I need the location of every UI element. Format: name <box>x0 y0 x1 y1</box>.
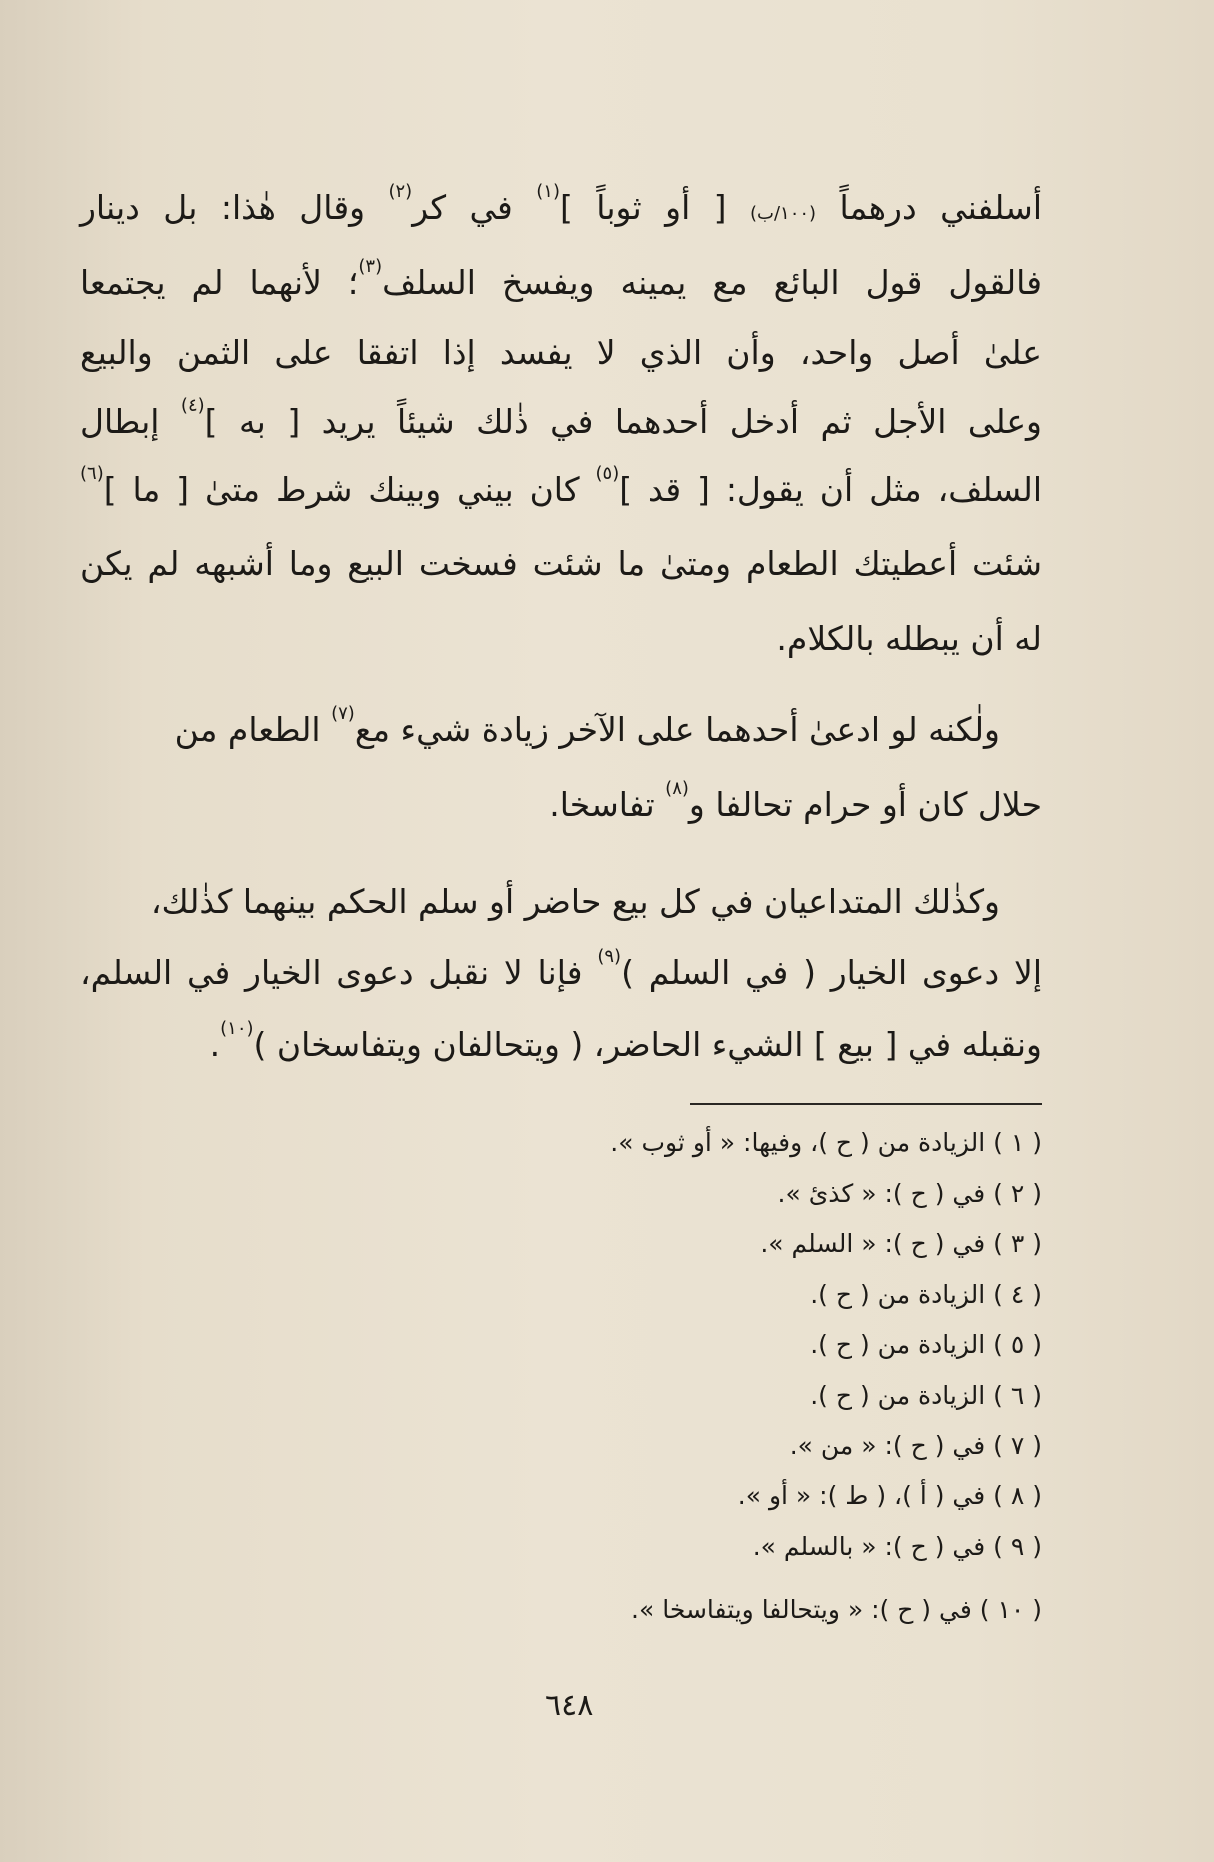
text-line <box>80 331 1042 375</box>
text-segment: وعلى الأجل ثم أدخل أحدهما في ذٰلك شيئاً يريد [ به ] <box>204 402 1042 441</box>
text-line <box>80 946 1042 995</box>
footnote-marker: (٣) <box>358 256 383 277</box>
footnote: ( ٦ ) الزيادة من ( ح ). <box>810 1381 1042 1410</box>
text-segment: وقال هٰذا: بل دينار <box>80 188 389 227</box>
text-line <box>776 617 1042 661</box>
text-segment: . <box>209 1025 221 1064</box>
text-line <box>549 778 1042 827</box>
footnote: ( ٥ ) الزيادة من ( ح ). <box>810 1330 1042 1359</box>
text-segment: تفاسخا. <box>549 785 666 824</box>
text-segment: له أن يبطله بالكلام. <box>776 619 1042 658</box>
footnote: ( ١ ) الزيادة من ( ح )، وفيها: « أو ثوب ». <box>610 1128 1042 1157</box>
text-segment: حلال كان أو حرام تحالفا و <box>688 785 1042 824</box>
text-line <box>80 542 1042 586</box>
footnote-marker: (٧) <box>331 703 355 724</box>
text-segment: ولٰكنه لو ادعىٰ أحدهما على الآخر زيادة شيء مع <box>354 710 1000 749</box>
text-line <box>80 181 1042 230</box>
text-line <box>80 256 1042 305</box>
manuscript-folio-ref: (١٠٠/ب) <box>749 203 817 224</box>
text-segment: أسلفني درهماً <box>816 188 1042 227</box>
footnote-marker: (١) <box>536 181 560 202</box>
text-line <box>209 1018 1042 1067</box>
text-segment: كان بيني وبينك شرط متىٰ [ ما ] <box>103 470 596 509</box>
footnote: ( ٧ ) في ( ح ): « من ». <box>789 1431 1042 1460</box>
footnote-marker: (٩) <box>597 946 622 967</box>
text-line <box>80 395 1042 444</box>
text-segment: وكذٰلك المتداعيان في كل بيع حاضر أو سلم الحكم بينهما كذٰلك، <box>150 882 1000 921</box>
text-segment: ونقبله في [ بيع ] الشيء الحاضر، ( ويتحالفان ويتفاسخان ) <box>253 1025 1042 1064</box>
text-segment: الطعام من <box>174 710 332 749</box>
text-segment: إبطال <box>80 402 181 441</box>
footnote-separator <box>690 1103 1042 1105</box>
text-segment: فإنا لا نقبل دعوى الخيار في السلم، <box>80 953 598 992</box>
footnote: ( ٩ ) في ( ح ): « بالسلم ». <box>752 1532 1042 1561</box>
footnote: ( ٨ ) في ( أ )، ( ط ): « أو ». <box>737 1481 1042 1510</box>
text-segment: فالقول قول البائع مع يمينه ويفسخ السلف <box>382 263 1042 302</box>
footnote: ( ٢ ) في ( ح ): « كذئ ». <box>777 1179 1042 1208</box>
text-segment: في كر <box>412 188 537 227</box>
text-line <box>80 463 1043 512</box>
footnote-marker: (٦) <box>80 463 104 484</box>
text-segment: ؛ لأنهما لم يجتمعا <box>80 263 359 302</box>
text-line <box>174 703 1000 752</box>
footnote-marker: (١٠) <box>220 1018 254 1039</box>
footnote-marker: (٥) <box>595 463 620 484</box>
text-line <box>151 880 1000 924</box>
text-segment: إلا دعوى الخيار ( في السلم ) <box>621 953 1042 992</box>
page-number: ٦٤٨ <box>545 1688 594 1723</box>
text-segment: علىٰ أصل واحد، وأن الذي لا يفسد إذا اتفقا على الثمن والبيع <box>80 333 1042 372</box>
footnote: ( ٤ ) الزيادة من ( ح ). <box>810 1280 1042 1309</box>
text-segment: السلف، مثل أن يقول: [ قد ] <box>619 470 1043 509</box>
footnote-marker: (٤) <box>180 395 205 416</box>
footnote: ( ٣ ) في ( ح ): « السلم ». <box>760 1229 1042 1258</box>
footnote: ( ١٠ ) في ( ح ): « ويتحالفا ويتفاسخا ». <box>631 1595 1042 1624</box>
text-segment: [ أو ثوباً ] <box>559 188 750 227</box>
text-segment: شئت أعطيتك الطعام ومتىٰ ما شئت فسخت البيع وما أشبهه لم يكن <box>80 544 1042 583</box>
footnote-marker: (٨) <box>665 778 689 799</box>
footnote-marker: (٢) <box>388 181 413 202</box>
